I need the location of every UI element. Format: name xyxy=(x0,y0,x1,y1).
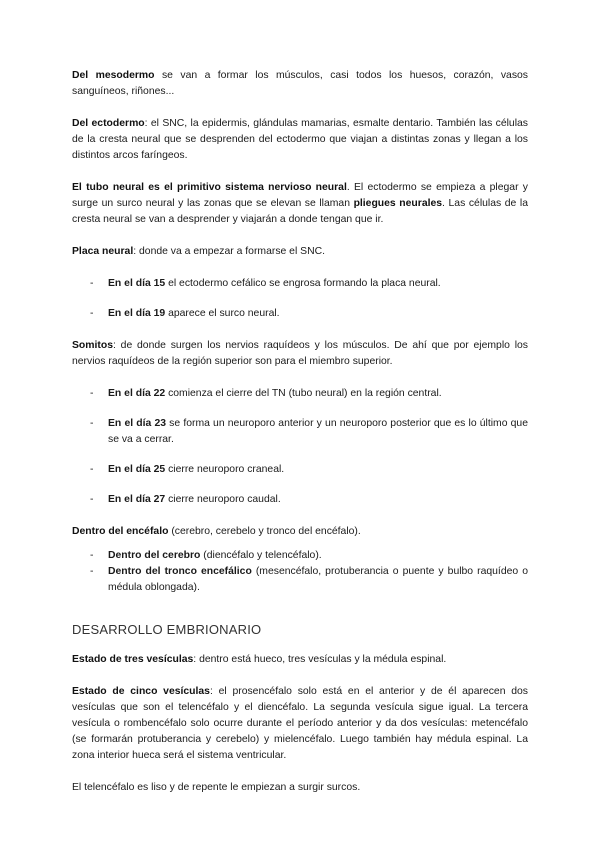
dash-bullet: - xyxy=(90,388,94,399)
list-item-term: En el día 27 xyxy=(108,494,166,505)
paragraph-text: : donde va a empezar a formarse el SNC. xyxy=(133,246,325,257)
paragraph-tres-vesiculas xyxy=(72,652,528,668)
dash-bullet: - xyxy=(90,418,94,429)
list-item-term: Dentro del cerebro xyxy=(108,550,201,561)
paragraph-text: : de donde surgen los nervios raquídeos y los músculos. De ahí que por ejemplo los nervios raquídeos de la región superior son para el miembro superior. xyxy=(72,340,528,367)
term-encefalo: Dentro del encéfalo xyxy=(72,526,169,537)
list-item-text: cierre neuroporo craneal. xyxy=(165,464,285,475)
paragraph-text: (cerebro, cerebelo y tronco del encéfalo). xyxy=(168,526,361,537)
paragraph-text: : el SNC, la epidermis, glándulas mamarias, esmalte dentario. También las células de la cresta neural que se desprenden del ectodermo que viajan a distintas zonas y llegan a los distintos arcos faríngeos. xyxy=(72,118,528,161)
section-heading: DESARROLLO EMBRIONARIO xyxy=(72,622,262,637)
paragraph-telencefalo xyxy=(72,780,528,796)
paragraph-text: . El ectodermo se empieza a plegar y surge un surco neural y las zonas que se elevan se llaman xyxy=(72,182,528,209)
paragraph-mesodermo xyxy=(72,68,528,100)
list-item-text: el ectodermo cefálico se engrosa formando la placa neural. xyxy=(165,278,441,289)
paragraph-text: : el prosencéfalo solo está en el anterior y de él aparecen dos vesículas que son el telencéfalo y el diencéfalo. La segunda vesícula sigue igual. La tercera vesícula o rombencéfalo solo ocurre durante el período anterior y da dos vesículas: metencéfalo (se formarán protuberancia y cerebelo) y mielencéfalo. Luego también hay médula espinal. La zona interior hueca será el sistema ventricular. xyxy=(72,686,528,761)
dash-bullet: - xyxy=(90,566,94,577)
term-mesodermo: Del mesodermo xyxy=(72,70,155,81)
term-placa-neural: Placa neural xyxy=(72,246,134,257)
list-item xyxy=(72,386,528,402)
paragraph-placa-neural xyxy=(72,244,528,260)
list-item xyxy=(72,416,528,448)
list-item-term: En el día 25 xyxy=(108,464,166,475)
term-pliegues-neurales: pliegues neurales xyxy=(353,198,443,209)
list-item-term: En el día 22 xyxy=(108,388,166,399)
list-item-term: Dentro del tronco encefálico xyxy=(108,566,252,577)
list-item xyxy=(72,564,528,596)
paragraph-text: El telencéfalo es liso y de repente le empiezan a surgir surcos. xyxy=(72,782,361,793)
list-item-text: se forma un neuroporo anterior y un neuroporo posterior que es lo último que se va a cerrar. xyxy=(108,418,528,445)
list-item-text: cierre neuroporo caudal. xyxy=(165,494,281,505)
term-tres-vesiculas: Estado de tres vesículas xyxy=(72,654,194,665)
list-item-text: (diencéfalo y telencéfalo). xyxy=(200,550,322,561)
dash-bullet: - xyxy=(90,278,94,289)
list-item-text: comienza el cierre del TN (tubo neural) en la región central. xyxy=(165,388,442,399)
list-item xyxy=(72,306,528,322)
paragraph-text: . Las células de la cresta neural se van a desprender y viajarán a donde tengan que ir. xyxy=(72,198,529,225)
paragraph-ectodermo xyxy=(72,116,528,164)
list-placa-neural xyxy=(72,276,528,322)
term-somitos: Somitos xyxy=(72,340,113,351)
term-tubo-neural: El tubo neural es el primitivo sistema nervioso neural xyxy=(72,182,347,193)
paragraph-text: se van a formar los músculos, casi todos los huesos, corazón, vasos sanguíneos, riñones... xyxy=(72,70,528,97)
list-item-text: (mesencéfalo, protuberancia o puente y bulbo raquídeo o médula oblongada). xyxy=(108,566,528,593)
paragraph-encefalo xyxy=(72,524,528,540)
term-ectodermo: Del ectodermo xyxy=(72,118,145,129)
list-somitos xyxy=(72,386,528,508)
list-item-term: En el día 23 xyxy=(108,418,167,429)
list-item xyxy=(72,462,528,478)
dash-bullet: - xyxy=(90,550,94,561)
list-encefalo xyxy=(72,548,528,596)
list-item xyxy=(72,492,528,508)
term-cinco-vesiculas: Estado de cinco vesículas xyxy=(72,686,210,697)
paragraph-text: : dentro está hueco, tres vesículas y la médula espinal. xyxy=(193,654,447,665)
dash-bullet: - xyxy=(90,494,94,505)
paragraph-cinco-vesiculas xyxy=(72,684,528,764)
list-item-term: En el día 19 xyxy=(108,308,166,319)
dash-bullet: - xyxy=(90,308,94,319)
list-item-text: aparece el surco neural. xyxy=(165,308,280,319)
list-item-term: En el día 15 xyxy=(108,278,166,289)
list-item xyxy=(72,276,528,292)
document-page xyxy=(72,68,528,812)
list-item xyxy=(72,548,528,564)
paragraph-somitos xyxy=(72,338,528,370)
paragraph-tubo-neural xyxy=(72,180,528,228)
dash-bullet: - xyxy=(90,464,94,475)
